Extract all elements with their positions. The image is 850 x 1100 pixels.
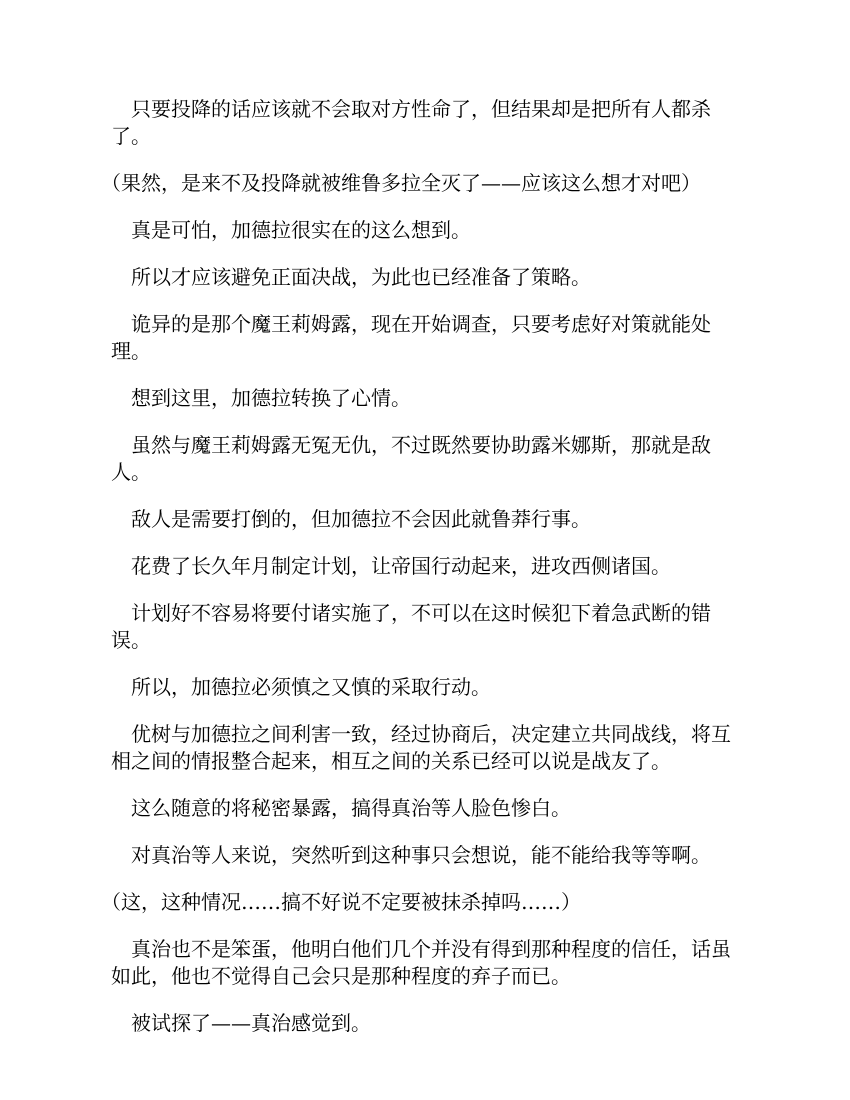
- paragraph: 对真治等人来说，突然听到这种事只会想说，能不能给我等等啊。: [131, 843, 711, 867]
- paragraph: 敌人是需要打倒的，但加德拉不会因此就鲁莽行事。: [131, 507, 591, 531]
- paragraph: 所以，加德拉必须慎之又慎的采取行动。: [131, 675, 491, 699]
- paragraph: 想到这里，加德拉转换了心情。: [131, 386, 411, 410]
- paragraph: 虽然与魔王莉姆露无冤无仇，不过既然要协助露米娜斯，那就是敌人。: [111, 433, 711, 484]
- paragraph: 诡异的是那个魔王莉姆露，现在开始调查，只要考虑好对策就能处理。: [111, 312, 711, 363]
- paragraph: 只要投降的话应该就不会取对方性命了，但结果却是把所有人都杀了。: [111, 97, 711, 148]
- paragraph-inner-thought: （果然，是来不及投降就被维鲁多拉全灭了——应该这么想才对吧）: [101, 171, 701, 195]
- document-body: [101, 96, 743, 1057]
- paragraph: 计划好不容易将要付诸实施了，不可以在这时候犯下着急武断的错误。: [111, 601, 711, 652]
- paragraph: 真是可怕，加德拉很实在的这么想到。: [131, 218, 471, 242]
- paragraph: 这么随意的将秘密暴露，搞得真治等人脸色惨白。: [131, 796, 571, 820]
- paragraph: 优树与加德拉之间利害一致，经过协商后，决定建立共同战线，将互相之间的情报整合起来，相互之间的关系已经可以说是战友了。: [111, 722, 731, 773]
- paragraph: 真治也不是笨蛋，他明白他们几个并没有得到那种程度的信任，话虽如此，他也不觉得自己会只是那种程度的弃子而已。: [111, 937, 731, 988]
- paragraph: 所以才应该避免正面决战，为此也已经准备了策略。: [131, 265, 591, 289]
- paragraph-inner-thought: （这，这种情况……搞不好说不定要被抹杀掉吗……）: [101, 890, 581, 914]
- paragraph: 被试探了——真治感觉到。: [131, 1011, 371, 1035]
- paragraph: 花费了长久年月制定计划，让帝国行动起来，进攻西侧诸国。: [131, 554, 671, 578]
